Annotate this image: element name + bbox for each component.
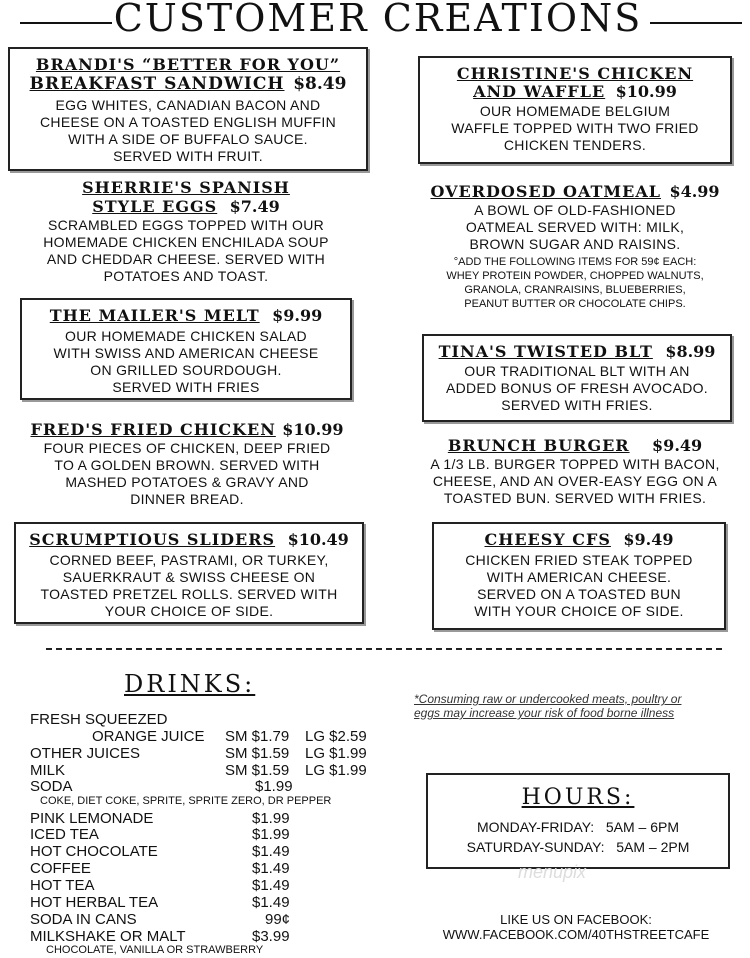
item-mailer-name: THE MAILER'S MELT (49, 306, 260, 325)
drink-row: OTHER JUICES SM $1.59 LG $1.99 (30, 745, 367, 762)
item-brandi-name: BRANDI'S “BETTER FOR YOU” (35, 55, 341, 74)
item-oatmeal-price: $4.99 (669, 182, 720, 201)
item-christine-name: CHRISTINE'S CHICKEN (456, 64, 694, 83)
drink-row: COFFEE $1.49 (30, 860, 290, 877)
hours-title: HOURS: (521, 785, 635, 810)
item-mailer-desc: OUR HOMEMADE CHICKEN SALAD WITH SWISS AND AMERICAN CHEESE ON GRILLED SOURDOUGH. SERVED WITH FRIES (53, 328, 319, 395)
item-brunch (410, 436, 740, 507)
drink-row: MILK SM $1.59 LG $1.99 (30, 762, 367, 779)
header-rule-left (20, 22, 112, 24)
item-oatmeal-desc: A BOWL OF OLD-FASHIONED OATMEAL SERVED WITH: MILK, BROWN SUGAR AND RAISINS. (465, 202, 685, 252)
item-oatmeal (410, 182, 740, 311)
item-brandi-card (8, 47, 368, 171)
item-christine-desc: OUR HOMEMADE BELGIUM WAFFLE TOPPED WITH TWO FRIED CHICKEN TENDERS. (451, 103, 699, 153)
facebook-url[interactable]: WWW.FACEBOOK.COM/40THSTREETCAFE (442, 927, 710, 942)
hours-card (426, 773, 730, 869)
item-christine-price: $10.99 (615, 82, 677, 101)
item-tina-card (422, 334, 732, 422)
item-tina-name: TINA'S TWISTED BLT (438, 342, 653, 361)
item-fred-desc: FOUR PIECES OF CHICKEN, DEEP FRIED TO A GOLDEN BROWN. SERVED WITH MASHED POTATOES & GRAVY AND DINNER BREAD. (43, 440, 331, 507)
hours-weekday: MONDAY-FRIDAY: 5AM – 6PM (476, 819, 679, 835)
drink-row: MILKSHAKE OR MALT $3.99 (30, 928, 290, 945)
facebook-label: LIKE US ON FACEBOOK: (500, 912, 652, 927)
item-sherrie-desc: SCRAMBLED EGGS TOPPED WITH OUR HOMEMADE CHICKEN ENCHILADA SOUP AND CHEDDAR CHEESE. SERVED WITH POTATOES AND TOAST. (43, 217, 329, 284)
item-fred-name: FRED'S FRIED CHICKEN (30, 420, 276, 439)
item-brunch-name: BRUNCH BURGER (447, 436, 630, 455)
facebook-info (418, 912, 734, 942)
drink-row: ORANGE JUICE SM $1.79 LG $2.59 (92, 728, 367, 745)
item-cfs-card (432, 522, 726, 630)
item-mailer-name-line (22, 306, 350, 326)
item-brunch-desc: A 1/3 LB. BURGER TOPPED WITH BACON, CHEESE, AND AN OVER-EASY EGG ON A TOASTED BUN. SERVED WITH FRIES. (430, 456, 720, 506)
item-sliders-card (14, 522, 364, 624)
item-sliders-price: $10.49 (287, 530, 349, 549)
item-sherrie (10, 178, 362, 285)
drink-row: PINK LEMONADE $1.99 (30, 810, 290, 827)
header-rule-right (650, 22, 742, 24)
item-christine-name-line2 (420, 82, 730, 102)
item-brandi-name2: BREAKFAST SANDWICH (29, 74, 285, 94)
item-sliders-name: SCRUMPTIOUS SLIDERS (29, 530, 276, 549)
item-mailer-card (20, 298, 352, 400)
item-sherrie-name: SHERRIE'S SPANISH (82, 178, 290, 197)
item-oatmeal-addons: °ADD THE FOLLOWING ITEMS FOR 59¢ EACH: WHEY PROTEIN POWDER, CHOPPED WALNUTS, GRANOLA, CRANRAISINS, BLUEBERRIES, PEANUT BUTTER OR CHOCOLATE CHIPS. (446, 256, 704, 310)
item-sherrie-name2: STYLE EGGS (92, 197, 218, 216)
item-brandi-price: $8.49 (293, 74, 347, 94)
item-fred (12, 420, 362, 508)
drink-row: SODA IN CANS 99¢ (30, 911, 291, 928)
item-sherrie-price: $7.49 (229, 197, 280, 216)
section-divider (46, 648, 722, 650)
item-sliders-name-line (16, 530, 362, 550)
item-cfs-name: CHEESY CFS (484, 530, 611, 549)
drink-row: HOT TEA $1.49 (30, 877, 290, 894)
item-brandi-name-line2 (10, 74, 366, 94)
drink-row: SODA $1.99 (30, 778, 293, 795)
item-tina-desc: OUR TRADITIONAL BLT WITH AN ADDED BONUS OF FRESH AVOCADO. SERVED WITH FRIES. (445, 363, 709, 413)
drink-row: HOT HERBAL TEA $1.49 (30, 894, 290, 911)
item-mailer-price: $9.99 (272, 306, 323, 325)
item-oatmeal-name-line (410, 182, 740, 202)
item-tina-price: $8.99 (665, 342, 716, 361)
item-fred-price: $10.99 (282, 420, 344, 439)
item-fred-name-line (12, 420, 362, 440)
item-sherrie-name-line2 (10, 197, 362, 217)
item-tina-name-line (424, 342, 730, 362)
item-oatmeal-name: OVERDOSED OATMEAL (430, 182, 661, 201)
item-brunch-name-line (410, 436, 740, 456)
item-brunch-price: $9.49 (652, 436, 703, 455)
item-sliders-desc: CORNED BEEF, PASTRAMI, OR TURKEY, SAUERKRAUT & SWISS CHEESE ON TOASTED PRETZEL ROLLS. SERVED WITH YOUR CHOICE OF SIDE. (40, 552, 338, 619)
hours-weekend: SATURDAY-SUNDAY: 5AM – 2PM (466, 839, 690, 855)
item-christine-name2: AND WAFFLE (473, 82, 606, 101)
item-christine-card (418, 56, 732, 164)
item-cfs-desc: CHICKEN FRIED STEAK TOPPED WITH AMERICAN CHEESE. SERVED ON A TOASTED BUN WITH YOUR CHOICE OF SIDE. (465, 552, 693, 619)
item-cfs-name-line (434, 530, 724, 550)
menupix-watermark: menupix (518, 862, 587, 882)
item-brandi-desc: EGG WHITES, CANADIAN BACON AND CHEESE ON A TOASTED ENGLISH MUFFIN WITH A SIDE OF BUFFALO SAUCE. SERVED WITH FRUIT. (40, 97, 336, 164)
item-cfs-price: $9.49 (623, 530, 674, 549)
page-title: CUSTOMER CREATIONS (113, 0, 643, 40)
drink-row: ICED TEA $1.99 (30, 826, 290, 843)
soda-note: COKE, DIET COKE, SPRITE, SPRITE ZERO, DR PEPPER (40, 795, 332, 807)
drinks-title: DRINKS: (124, 670, 256, 698)
drink-row: HOT CHOCOLATE $1.49 (30, 843, 290, 860)
food-safety-warning: *Consuming raw or undercooked meats, poultry or eggs may increase your risk of food borne illness (414, 692, 682, 720)
drink-row: FRESH SQUEEZED (30, 711, 168, 728)
shake-note: CHOCOLATE, VANILLA OR STRAWBERRY (46, 944, 264, 956)
